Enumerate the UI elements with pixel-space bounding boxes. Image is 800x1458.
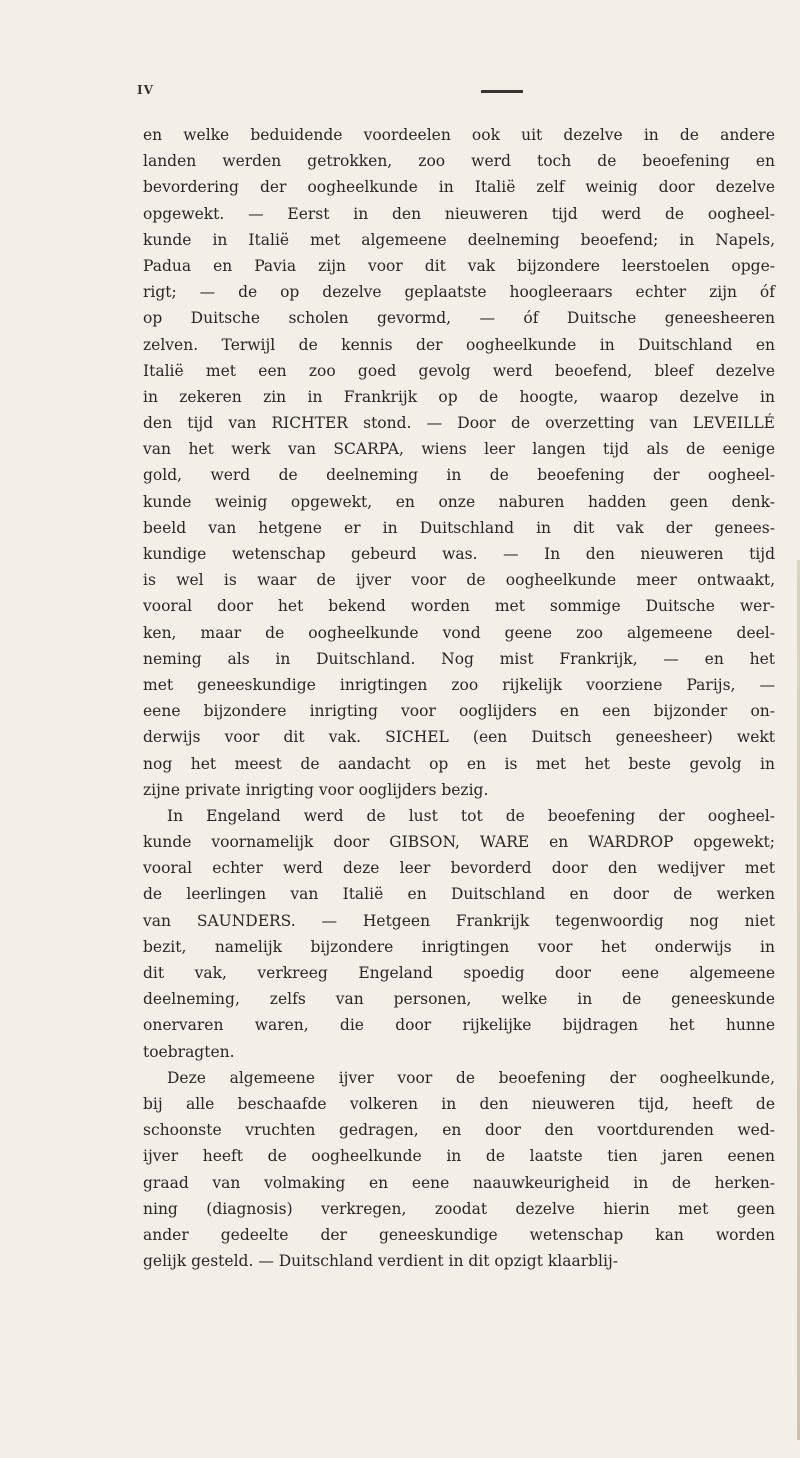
text-line: landen werden getrokken, zoo werd toch de beoefening en [143,152,775,171]
text-line: Italië met een zoo goed gevolg werd beoefend, bleef dezelve [143,361,775,380]
text-line: den tijd van RICHTER stond. — Door de overzetting van LEVEILLÉ [143,414,775,433]
text-line: kunde weinig opgewekt, en onze naburen hadden geen denk- [143,492,775,511]
text-line: zelven. Terwijl de kennis der oogheelkunde in Duitschland en [143,335,775,354]
text-line: ken, maar de oogheelkunde vond geene zoo algemeene deel- [143,623,775,642]
text-line: zijne private inrigting voor ooglijders bezig. [143,780,489,799]
text-line: graad van volmaking en eene naauwkeurigheid in de herken- [143,1173,775,1192]
text-line: in zekeren zin in Frankrijk op de hoogte, waarop dezelve in [143,387,775,406]
text-line: In Engeland werd de lust tot de beoefening der oogheel- [167,806,775,825]
text-line: toebragten. [143,1042,235,1061]
text-line: met geneeskundige inrigtingen zoo rijkelijk voorziene Parijs, — [143,675,775,694]
text-line: en welke beduidende voordeelen ook uit dezelve in de andere [143,126,775,144]
text-line: opgewekt. — Eerst in den nieuweren tijd werd de oogheel- [143,204,775,223]
text-line: van het werk van SCARPA, wiens leer langen tijd als de eenige [143,440,775,459]
text-line: kunde voornamelijk door GIBSON, WARE en WARDROP opgewekt; [143,833,775,852]
text-line: ijver heeft de oogheelkunde in de laatste tien jaren eenen [143,1147,775,1166]
text-line: schoonste vruchten gedragen, en door den voortdurenden wed- [143,1121,775,1140]
text-line: bezit, namelijk bijzondere inrigtingen voor het onderwijs in [143,937,775,956]
text-line: bevordering der oogheelkunde in Italië zelf weinig door dezelve [143,178,775,197]
text-line: dit vak, verkreeg Engeland spoedig door eene algemeene [143,964,775,982]
page-header [137,83,537,103]
text-line: beeld van hetgene er in Duitschland in dit vak der genees- [143,518,775,537]
body-text [143,122,775,1274]
text-line: ning (diagnosis) verkregen, zoodat dezelve hierin met geen [143,1199,775,1218]
text-line: rigt; — de op dezelve geplaatste hoogleeraars echter zijn óf [143,283,775,302]
text-line: bij alle beschaafde volkeren in den nieuweren tijd, heeft de [143,1094,775,1113]
text-line: neming als in Duitschland. Nog mist Frankrijk, — en het [143,649,775,668]
text-line: Padua en Pavia zijn voor dit vak bijzondere leerstoelen opge- [143,256,775,275]
text-line: deelneming, zelfs van personen, welke in de geneeskunde [143,990,775,1009]
text-line: vooral door het bekend worden met sommige Duitsche wer- [143,597,775,616]
text-line: vooral echter werd deze leer bevorderd door den wedijver met [143,859,775,878]
text-line: ander gedeelte der geneeskundige wetenschap kan worden [143,1225,775,1244]
text-line: gelijk gesteld. — Duitschland verdient in dit opzigt klaarblij- [143,1252,618,1271]
text-line: eene bijzondere inrigting voor ooglijders en een bijzonder on- [143,702,775,721]
text-line: is wel is waar de ijver voor de oogheelkunde meer ontwaakt, [143,571,775,590]
text-line: op Duitsche scholen gevormd, — óf Duitsche geneesheeren [143,309,775,328]
text-line: kunde in Italië met algemeene deelneming beoefend; in Napels, [143,230,775,249]
text-line: Deze algemeene ijver voor de beoefening der oogheelkunde, [167,1068,775,1087]
text-line: kundige wetenschap gebeurd was. — In den nieuweren tijd [143,545,775,563]
text-line: gold, werd de deelneming in de beoefening der oogheel- [143,466,775,485]
header-rule [481,90,523,93]
page-number: IV [137,83,154,97]
text-line: derwijs voor dit vak. SICHEL (een Duitsch geneesheer) wekt [143,728,775,747]
text-line: nog het meest de aandacht op en is met het beste gevolg in [143,754,775,773]
text-line: onervaren waren, die door rijkelijke bijdragen het hunne [143,1016,775,1035]
text-line: van SAUNDERS. — Hetgeen Frankrijk tegenwoordig nog niet [143,911,775,930]
text-line: de leerlingen van Italië en Duitschland en door de werken [143,885,775,904]
